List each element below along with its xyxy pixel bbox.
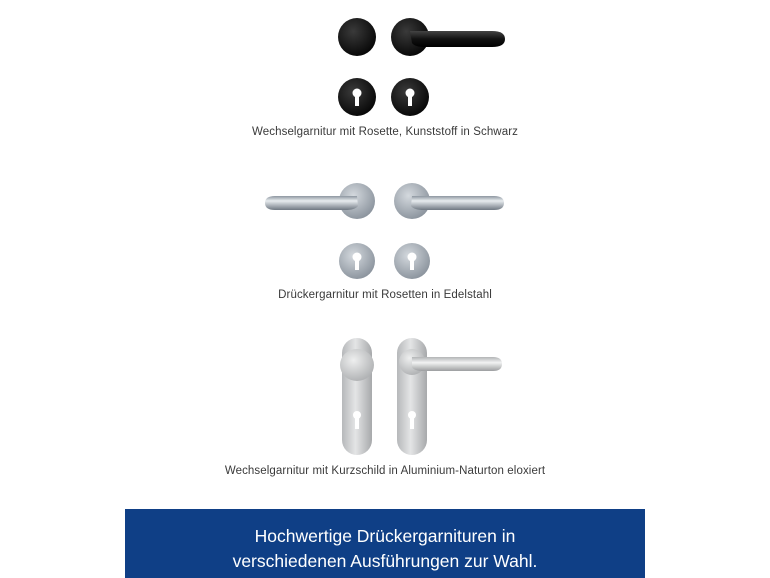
keyhole-rosette-icon — [339, 243, 375, 279]
banner-line-1: Hochwertige Drückergarnituren in — [254, 526, 516, 546]
keyhole-rosette-icon — [391, 78, 429, 116]
keyhole-rosette-icon — [338, 78, 376, 116]
product-aluminium-shortplate — [0, 330, 770, 480]
info-banner — [125, 509, 645, 578]
lever-handle-icon — [391, 18, 505, 56]
lever-handle-right-icon — [394, 183, 504, 219]
product-caption: Drückergarnitur mit Rosetten in Edelstahl — [278, 289, 492, 301]
knob-icon — [338, 18, 376, 56]
banner-line-2: verschiedenen Ausführungen zur Wahl. — [232, 551, 538, 571]
short-plate-lever-icon — [397, 338, 502, 455]
keyhole-rosette-icon — [394, 243, 430, 279]
product-black-rosette — [0, 0, 770, 150]
product-caption: Wechselgarnitur mit Rosette, Kunststoff in Schwarz — [252, 126, 518, 138]
aluminium-shortplate-set-image — [0, 330, 770, 480]
short-plate-knob-icon — [340, 338, 374, 455]
lever-handle-left-icon — [265, 183, 375, 219]
product-caption: Wechselgarnitur mit Kurzschild in Aluminium-Naturton eloxiert — [224, 465, 546, 477]
product-stainless-rosettes — [0, 170, 770, 310]
